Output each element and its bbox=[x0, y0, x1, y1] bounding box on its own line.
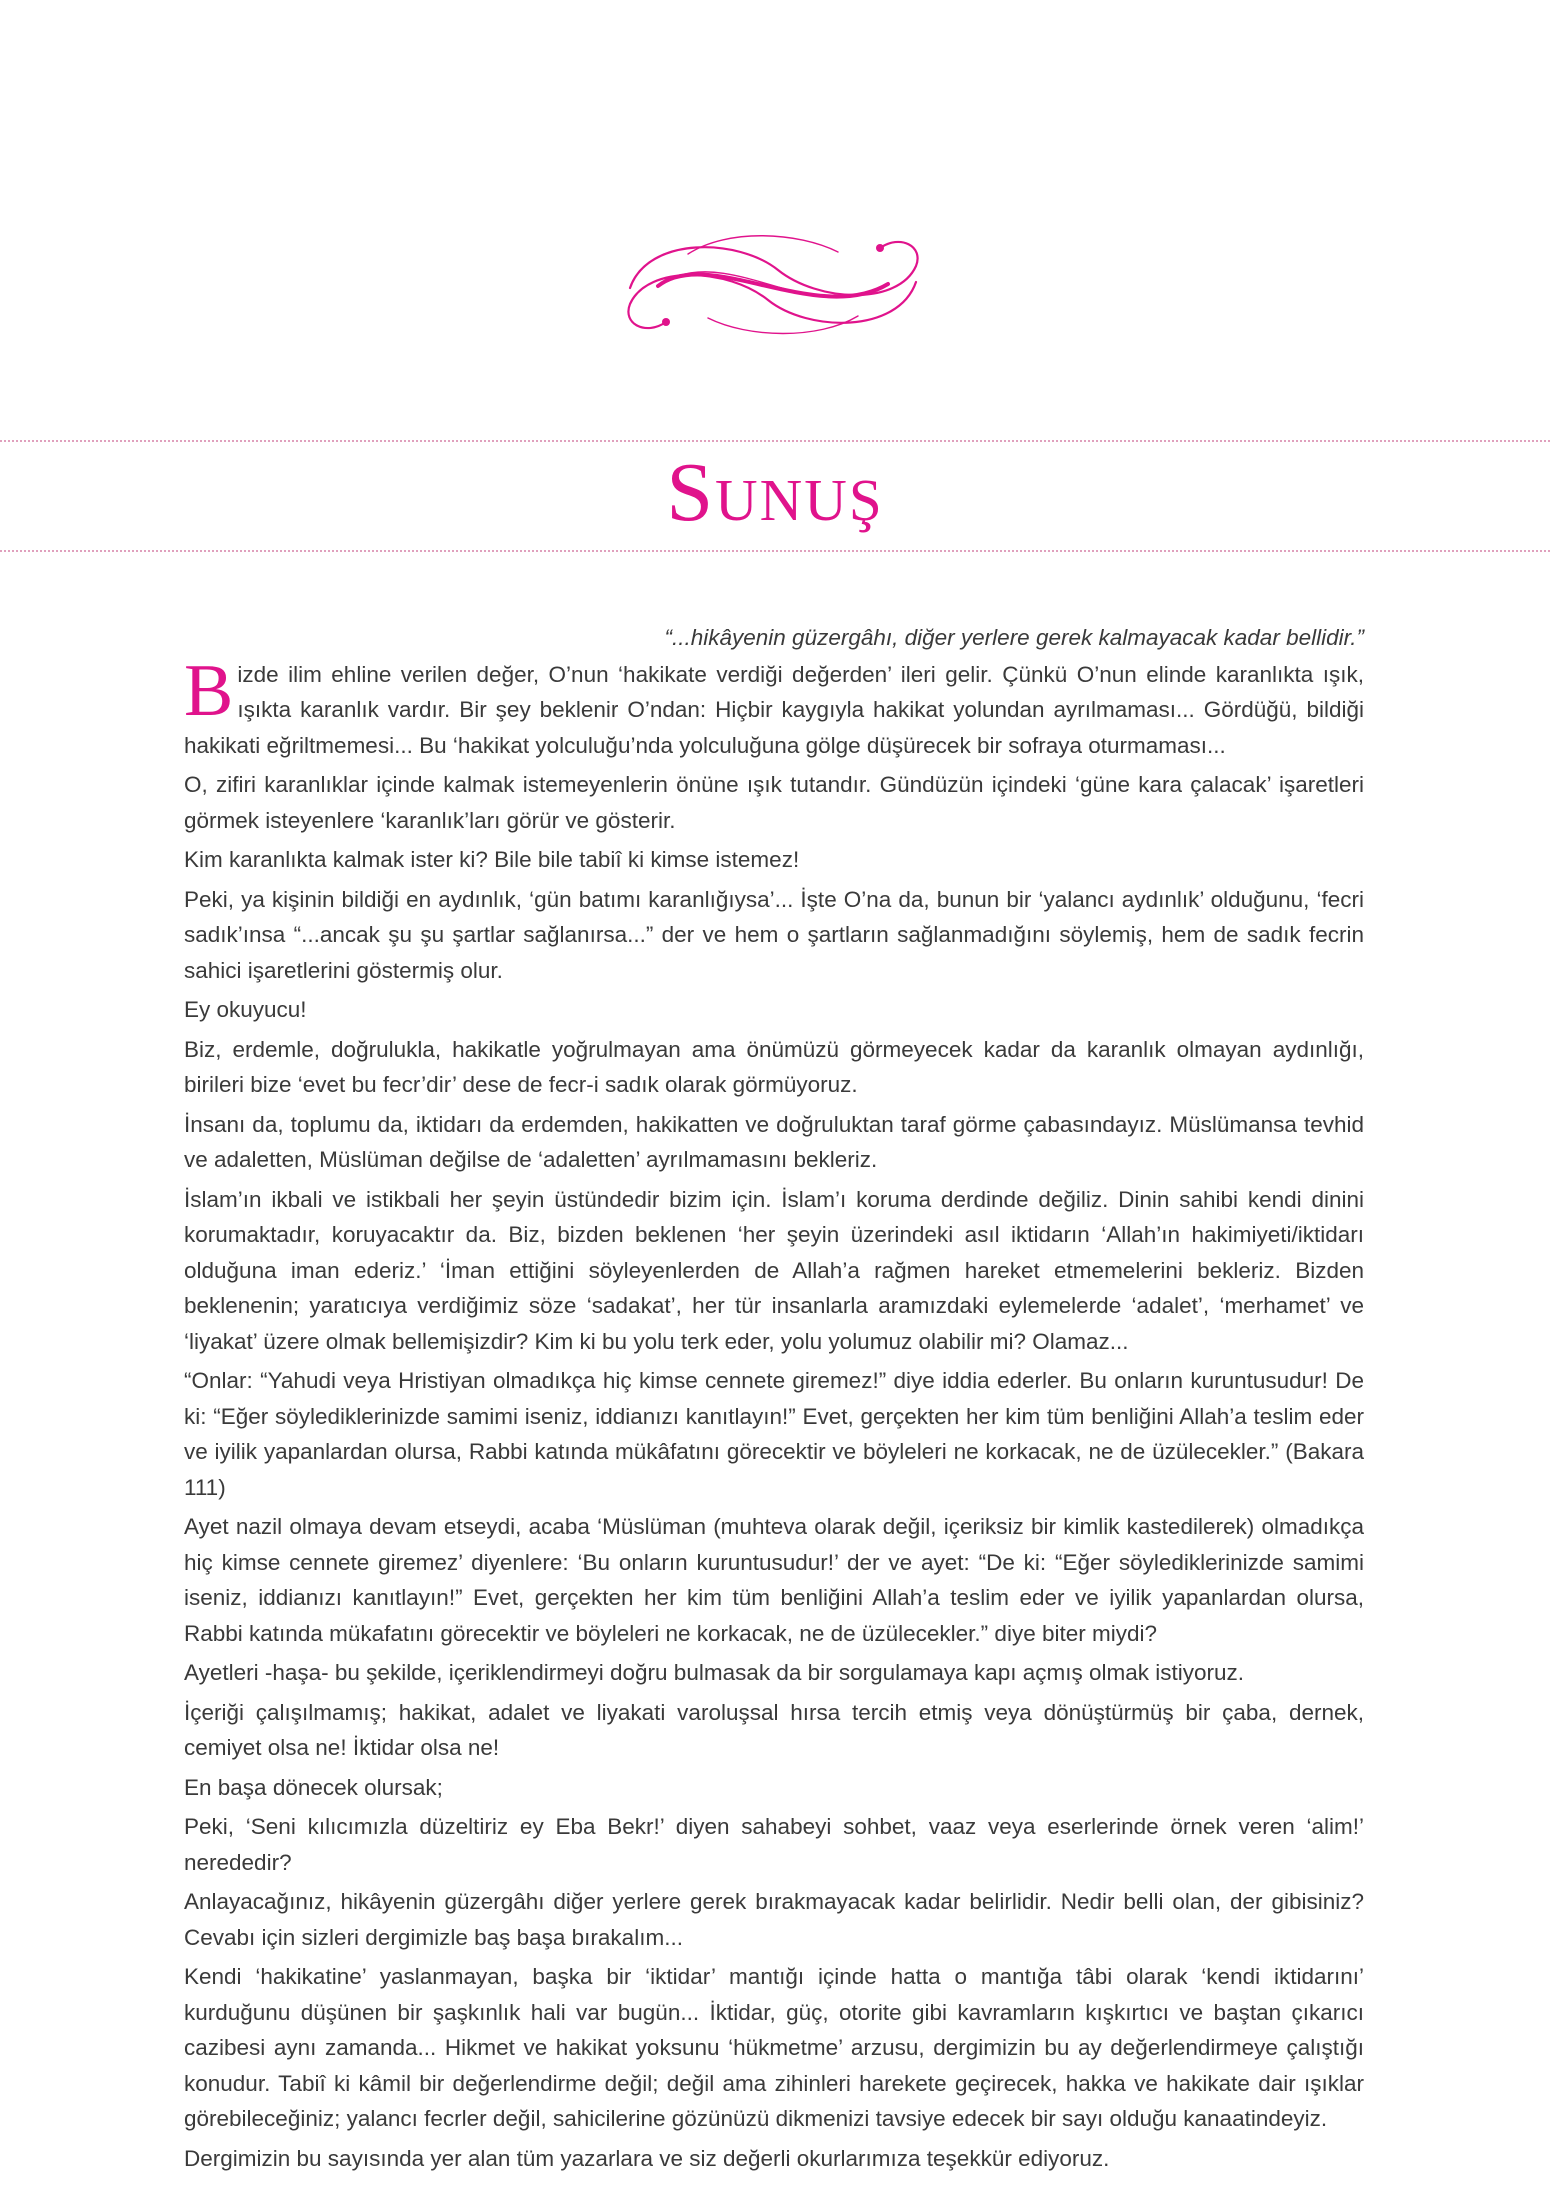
dotted-rule-bottom bbox=[0, 550, 1550, 552]
epigraph: “...hikâyenin güzergâhı, diğer yerlere gerek kalmayacak kadar bellidir.” bbox=[664, 625, 1364, 650]
drop-cap: B bbox=[184, 649, 234, 732]
paragraph: Peki, ‘Seni kılıcımızla düzeltiriz ey Eba Bekr!’ diyen sahabeyi sohbet, vaaz veya eserlerinde örnek veren ‘alim!’ nerededir? bbox=[184, 1814, 1364, 1875]
page-title: Sunuş bbox=[666, 446, 884, 539]
quote-paragraph: “Onlar: “Yahudi veya Hristiyan olmadıkça hiç kimse cennete giremez!” diye iddia ederler. Bu onların kuruntusudur! De ki: “Eğer söylediklerinizde samimi iseniz, iddianızı kanıtlayın!” Evet, gerçekten her kim tüm benliğini Allah’a teslim eder ve iyilik yapanlardan olursa, Rabbi katında mükâfatını görecektir ve böyleleri ne korkacak, ne de üzülecekler.” (Bakara 111) bbox=[184, 1368, 1364, 1500]
paragraph: İçeriği çalışılmamış; hakikat, adalet ve liyakati varoluşsal hırsa tercih etmiş veya dönüştürmüş bir çaba, dernek, cemiyet olsa ne! İktidar olsa ne! bbox=[184, 1699, 1364, 1760]
paragraph: Peki, ya kişinin bildiği en aydınlık, ‘gün batımı karanlığıysa’... İşte O’na da, bunun bir ‘yalancı aydınlık’ olduğunu, ‘fecri sadık’ınsa “...ancak şu şu şartlar sağlanırsa...” der ve hem o şartların sağlanmadığını söylemiş, hem de sadık fecrin sahici işaretlerini göstermiş olur. bbox=[184, 886, 1364, 983]
paragraph: İslam’ın ikbali ve istikbali her şeyin üstündedir bizim için. İslam’ı koruma derdinde değiliz. Dinin sahibi kendi dinini korumaktadır, koruyacaktır da. Biz, bizden beklenen ‘her şeyin üzerindeki asıl iktidarın ‘Allah’ın hakimiyeti/iktidarı olduğuna iman ederiz.’ ‘İman ettiğini söyleyenlerden de Allah’a rağmen hareket etmemelerini bekleriz. Bizden beklenenin; yaratıcıya verdiğimiz söze ‘sadakat’, her tür insanlarla aramızdaki eylemelerde ‘adalet’, ‘merhamet’ ve ‘liyakat’ üzere olmak bellemişizdir? Kim ki bu yolu terk eder, yolu yolumuz olabilir mi? Olamaz... bbox=[184, 1186, 1364, 1354]
paragraph: Ayet nazil olmaya devam etseydi, acaba ‘Müslüman (muhteva olarak değil, içeriksiz bir kimlik kastedilerek) olmadıkça hiç kimse cennete giremez’ diyenlere: ‘Bu onların kuruntusudur!’ der ve ayet: “De ki: “Eğer söylediklerinizde samimi iseniz, iddianızı kanıtlayın!” Evet, gerçekten her kim tüm benliğini Allah’a teslim eder ve iyilik yapanlardan olursa, Rabbi katında mükafatını görecektir ve böyleleri ne korkacak, ne de üzülecekler.” diye biter miydi? bbox=[184, 1514, 1364, 1646]
paragraph: O, zifiri karanlıklar içinde kalmak istemeyenlerin önüne ışık tutandır. Gündüzün içindeki ‘güne kara çalacak’ işaretleri görmek isteyenlere ‘karanlık’ları görür ve gösterir. bbox=[184, 772, 1364, 833]
paragraph: Kendi ‘hakikatine’ yaslanmayan, başka bir ‘iktidar’ mantığı içinde hatta o mantığa tâbi olarak ‘kendi iktidarını’ kurduğunu düşünen bir şaşkınlık hali var bugün... İktidar, güç, otorite gibi kavramların kışkırtıcı ve baştan çıkarıcı cazibesi aynı zamanda... Hikmet ve hakikat yoksunu ‘hükmetme’ arzusu, dergimizin bu ay değerlendirmeye çalıştığı konudur. Tabiî ki kâmil bir değerlendirme değil; değil ama zihinleri harekete geçirecek, hakka ve hakikate dair ışıklar görebileceğiniz; yalancı fecrler değil, sahicilerine gözünüzü dikmenizi tavsiye edecek bir sayı olduğu kanaatindeyiz. bbox=[184, 1964, 1364, 2131]
intro-paragraph-text: izde ilim ehline verilen değer, O’nun ‘hakikate verdiği değerden’ ileri gelir. Çünkü O’nun elinde karanlıkta ışık, ışıkta karanlık vardır. Bir şey beklenir O’ndan: Hiçbir kaygıyla hakikat yolundan ayrılmaması... Gördüğü, bildiği hakikati eğriltmemesi... Bu ‘hakikat yolculuğu’nda yolculuğuna gölge düşürecek bir sofraya oturmaması... bbox=[184, 661, 1364, 758]
flourish-ornament-icon bbox=[618, 226, 928, 344]
paragraph: Kim karanlıkta kalmak ister ki? Bile bile tabiî ki kimse istemez! bbox=[184, 847, 800, 872]
paragraph: Anlayacağınız, hikâyenin güzergâhı diğer yerlere gerek bırakmayacak kadar belirlidir. Nedir belli olan, der gibisiniz? Cevabı için sizleri dergimizle baş başa bırakalım... bbox=[184, 1889, 1364, 1950]
intro-paragraph bbox=[184, 649, 1364, 764]
article-body bbox=[184, 620, 1364, 2180]
paragraph: En başa dönecek olursak; bbox=[184, 1774, 443, 1800]
paragraph: Biz, erdemle, doğrulukla, hakikatle yoğrulmayan ama önümüzü görmeyecek kadar da karanlık olmayan aydınlığı, birileri bize ‘evet bu fecr’dir’ dese de fecr-i sadık olarak görmüyoruz. bbox=[184, 1036, 1364, 1097]
paragraph: İnsanı da, toplumu da, iktidarı da erdemden, hakikatten ve doğruluktan taraf görme çabasındayız. Müslümansa tevhid ve adaletten, Müslüman değilse de ‘adaletten’ ayrılmamasını bekleriz. bbox=[184, 1111, 1364, 1172]
closing-paragraph: Dergimizin bu sayısında yer alan tüm yazarlara ve siz değerli okurlarımıza teşekkür ediyoruz. bbox=[184, 2145, 1110, 2171]
paragraph: Ayetleri -haşa- bu şekilde, içeriklendirmeyi doğru bulmasak da bir sorgulamaya kapı açmış olmak istiyoruz. bbox=[184, 1660, 1245, 1685]
dotted-rule-top bbox=[0, 440, 1550, 442]
paragraph: Ey okuyucu! bbox=[184, 997, 307, 1022]
